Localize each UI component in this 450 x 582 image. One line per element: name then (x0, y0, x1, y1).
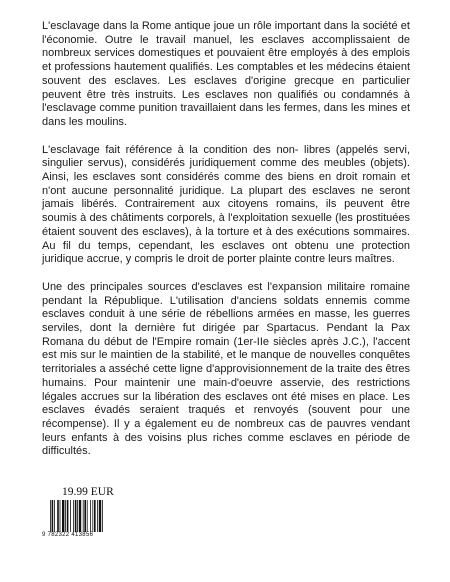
paragraph-1: L'esclavage dans la Rome antique joue un rôle important dans la société et l'économie. Outre le travail manuel, les esclaves accomplissaient de nombreux services domestiques et pouvaient être employés à des emplois et professions hautement qualifiés. Les comptables et les médecins étaient souvent des esclaves. Les esclaves d'origine grecque en particulier peuvent être très instruits. Les esclaves non qualifiés ou condamnés à l'esclavage comme punition travaillaient dans les fermes, dans les mines et dans les moulins. (42, 20, 410, 128)
barcode-digits: 9 782322 413856 (42, 532, 94, 538)
blurb-text (42, 20, 410, 473)
isbn-barcode (42, 500, 126, 542)
paragraph-2: L'esclavage fait référence à la condition des non- libres (appelés servi, singulier servus), considérés juridiquement comme des meubles (objets). Ainsi, les esclaves sont considérés comme des biens en droit romain et n'ont aucune personnalité juridique. La plupart des esclaves ne seront jamais libérés. Contrairement aux citoyens romains, ils peuvent être soumis à des châtiments corporels, à l'exploitation sexuelle (les prostituées étaient souvent des esclaves), à la torture et à des exécutions sommaires. Au fil du temps, cependant, les esclaves ont obtenu une protection juridique accrue, y compris le droit de porter plainte contre leurs maîtres. (42, 143, 410, 266)
paragraph-3: Une des principales sources d'esclaves est l'expansion militaire romaine pendant la République. L'utilisation d'anciens soldats ennemis comme esclaves conduit à une série de rébellions armées en masse, les guerres serviles, dont la dernière fut dirigée par Spartacus. Pendant la Pax Romana du début de l'Empire romain (1er-IIe siècles après J.C.), l'accent est mis sur le maintien de la stabilité, et le manque de nouvelles conquêtes territoriales a asséché cette ligne d'approvisionnement de la traite des êtres humains. Pour maintenir une main-d'oeuvre asservie, des restrictions légales accrues sur la libération des esclaves ont été mises en place. Les esclaves évadés seraient traqués et renvoyés (souvent pour une récompense). Il y a également eu de nombreux cas de pauvres vendant leurs enfants à des voisins plus riches comme esclaves en période de difficultés. (42, 280, 410, 458)
price-label: 19.99 EUR (62, 486, 114, 498)
barcode-bars-graphic (50, 500, 124, 532)
